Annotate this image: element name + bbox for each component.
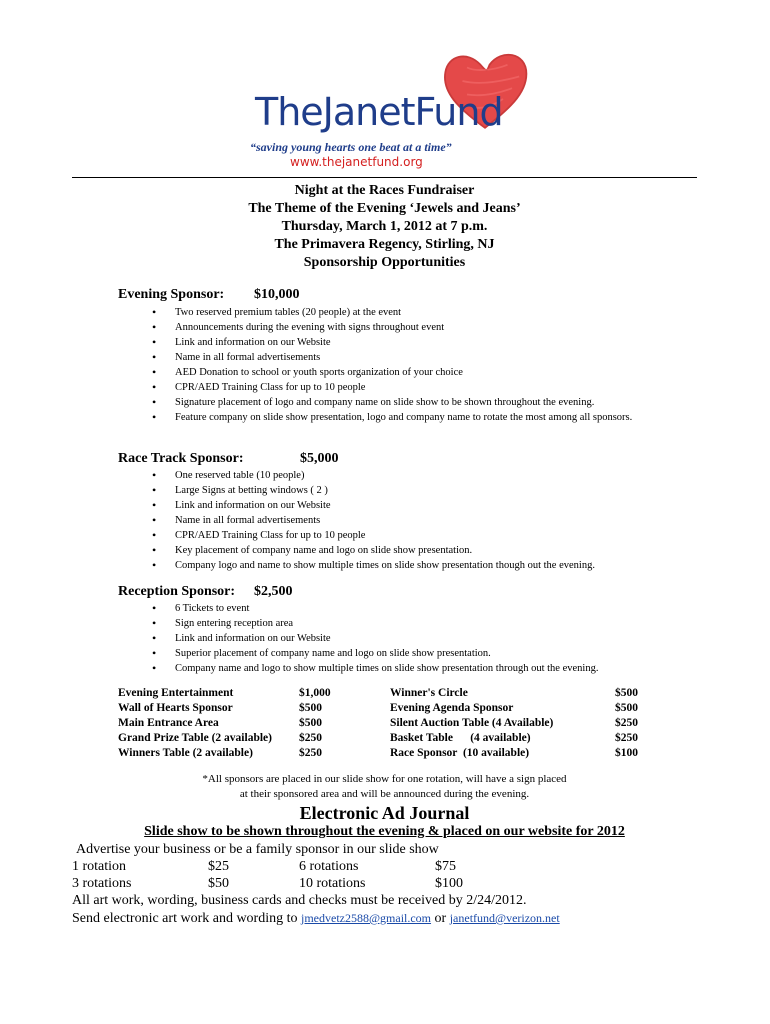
sponsor-note <box>72 772 697 802</box>
list-item: • CPR/AED Training Class for up to 10 people <box>175 528 700 543</box>
event-theme: The Theme of the Evening ‘Jewels and Jeans’ <box>248 201 521 216</box>
rotation-price: $50 <box>208 876 229 891</box>
table-row <box>390 731 645 746</box>
pricing-amount: $250 <box>299 732 322 744</box>
header-divider <box>72 177 697 178</box>
pricing-label: Winners Table (2 available) <box>118 747 253 759</box>
list-item: • Company name and logo to show multiple times on slide show presentation through out the evening. <box>175 661 700 676</box>
race-sponsor-list <box>175 468 700 573</box>
reception-sponsor-price: $2,500 <box>254 584 293 599</box>
list-item: • CPR/AED Training Class for up to 10 people <box>175 380 700 395</box>
rotation-label: 1 rotation <box>72 859 127 874</box>
pricing-label: Grand Prize Table (2 available) <box>118 732 272 744</box>
pricing-amount: $500 <box>615 702 638 714</box>
rotation-label: 3 rotations <box>72 876 132 891</box>
table-row <box>118 716 350 731</box>
pricing-label: Race Sponsor (10 available) <box>390 747 530 759</box>
rotation-label: 10 rotations <box>299 876 366 891</box>
note-line: *All sponsors are placed in our slide show for one rotation, will have a sign placed <box>202 773 567 785</box>
pricing-amount: $100 <box>615 747 638 759</box>
pricing-label: Evening Entertainment <box>118 687 234 699</box>
pricing-amount: $500 <box>615 687 638 699</box>
list-item: • Name in all formal advertisements <box>175 350 700 365</box>
pricing-amount: $1,000 <box>299 687 331 699</box>
list-item: • Link and information on our Website <box>175 631 700 646</box>
pricing-label: Basket Table (4 available) <box>390 732 531 744</box>
pricing-label: Winner's Circle <box>390 687 468 699</box>
reception-sponsor-list <box>175 601 700 676</box>
event-date: Thursday, March 1, 2012 at 7 p.m. <box>281 219 488 234</box>
list-item: • Key placement of company name and logo on slide show presentation. <box>175 543 700 558</box>
or-text: or <box>434 911 447 926</box>
journal-deadline: All art work, wording, business cards and checks must be received by 2/24/2012. <box>72 893 527 908</box>
journal-advertise: Advertise your business or be a family sponsor in our slide show <box>76 842 439 857</box>
evening-sponsor-list <box>175 305 700 425</box>
table-row <box>118 746 350 761</box>
list-item: • Link and information on our Website <box>175 335 700 350</box>
rotation-price: $75 <box>435 859 456 874</box>
list-item: • Signature placement of logo and company name on slide show to be shown throughout the evening. <box>175 395 700 410</box>
event-headings <box>72 182 697 272</box>
event-subtitle: Sponsorship Opportunities <box>303 255 466 270</box>
table-row <box>390 701 645 716</box>
list-item: • Sign entering reception area <box>175 616 700 631</box>
list-item: • AED Donation to school or youth sports organization of your choice <box>175 365 700 380</box>
logo-tagline: “saving young hearts one beat at a time” <box>250 140 452 154</box>
list-item: • Superior placement of company name and logo on slide show presentation. <box>175 646 700 661</box>
event-title: Night at the Races Fundraiser <box>294 183 475 198</box>
table-row <box>118 701 350 716</box>
note-line: at their sponsored area and will be announced during the evening. <box>239 788 530 800</box>
evening-sponsor-price: $10,000 <box>254 287 300 302</box>
table-row <box>390 716 645 731</box>
race-sponsor-title: Race Track Sponsor: <box>118 451 244 466</box>
pricing-table-left <box>118 686 350 761</box>
journal-title: Electronic Ad Journal <box>299 803 470 823</box>
list-item: • Announcements during the evening with signs throughout event <box>175 320 700 335</box>
list-item: • Feature company on slide show presentation, logo and company name to rotate the most among all sponsors. <box>175 410 700 425</box>
pricing-amount: $250 <box>615 717 638 729</box>
rotation-label: 6 rotations <box>299 859 359 874</box>
journal-send <box>72 911 560 927</box>
journal-subtitle: Slide show to be shown throughout the evening & placed on our website for 2012 <box>144 824 625 839</box>
logo-name: TheJanetFund <box>255 90 503 134</box>
pricing-amount: $250 <box>299 747 322 759</box>
pricing-label: Silent Auction Table (4 Available) <box>390 717 554 729</box>
pricing-amount: $250 <box>615 732 638 744</box>
pricing-table-right <box>390 686 645 761</box>
race-sponsor-price: $5,000 <box>300 451 339 466</box>
list-item: • 6 Tickets to event <box>175 601 700 616</box>
pricing-label: Main Entrance Area <box>118 717 219 729</box>
pricing-label: Wall of Hearts Sponsor <box>118 702 233 714</box>
evening-sponsor-title: Evening Sponsor: <box>118 287 225 302</box>
pricing-amount: $500 <box>299 702 322 714</box>
reception-sponsor-title: Reception Sponsor: <box>118 584 236 599</box>
list-item: • Large Signs at betting windows ( 2 ) <box>175 483 700 498</box>
pricing-amount: $500 <box>299 717 322 729</box>
rotation-price: $100 <box>435 876 463 891</box>
table-row <box>118 686 350 701</box>
list-item: • Company logo and name to show multiple times on slide show presentation though out the evening. <box>175 558 700 573</box>
pricing-label: Evening Agenda Sponsor <box>390 702 514 714</box>
email-link-2[interactable]: janetfund@verizon.net <box>449 911 560 925</box>
table-row <box>118 731 350 746</box>
email-link-1[interactable]: jmedvetz2588@gmail.com <box>301 911 432 925</box>
table-row <box>390 686 645 701</box>
website-url[interactable]: www.thejanetfund.org <box>290 155 423 169</box>
list-item: • Name in all formal advertisements <box>175 513 700 528</box>
rotation-price: $25 <box>208 859 229 874</box>
table-row <box>390 746 645 761</box>
list-item: • Two reserved premium tables (20 people) at the event <box>175 305 700 320</box>
send-text: Send electronic art work and wording to <box>72 911 298 926</box>
list-item: • Link and information on our Website <box>175 498 700 513</box>
list-item: • One reserved table (10 people) <box>175 468 700 483</box>
event-venue: The Primavera Regency, Stirling, NJ <box>274 237 495 252</box>
